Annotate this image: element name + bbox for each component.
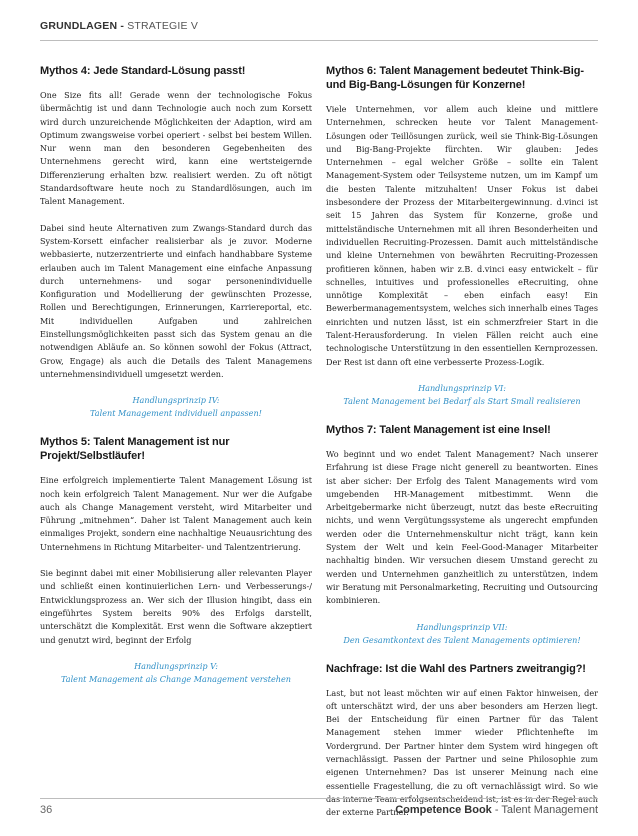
- footer-book-title: Competence Book: [395, 804, 492, 816]
- principle-vi-title: Handlungsprinzip VI:: [418, 382, 506, 393]
- footer-book-subtitle: - Talent Management: [494, 804, 598, 816]
- principle-vii: [326, 621, 598, 647]
- mythos-5-paragraph-1: Eine erfolgreich implementierte Talent Management Lösung ist noch kein erfolgreich Talent Management. Nur wer die Aufgabe auch als Change Management versteht, wird Mitarbeiter und Führung „mitnehmen“. Daher ist Talent Management auch kein einmaliges Projekt, sondern eine nachhaltige Neuausrichtung des Unternehmens in Richtung Mitarbeiter- und Talentzentrierung.: [40, 475, 312, 552]
- page-number: 36: [40, 804, 53, 816]
- left-column: [40, 64, 312, 701]
- principle-iv-title: Handlungsprinzip IV:: [132, 395, 220, 406]
- mythos-5-heading: Mythos 5: Talent Management ist nur Projekt/Selbstläufer!: [40, 436, 230, 463]
- nachfrage-heading: Nachfrage: Ist die Wahl des Partners zweitrangig?!: [326, 662, 586, 675]
- principle-v-text: Talent Management als Change Management verstehen: [60, 673, 292, 684]
- mythos-5-paragraph-2: Sie beginnt dabei mit einer Mobilisierung aller relevanten Player und schließt einen kontinuierlichen Lern- und Verbesserungs-/ Entwicklungsprozess an. Wer sich der Illusion hingibt, dass ein eingeführtes System bereits 90% des Erfolgs darstellt, unterschätzt die Komplexität. Erst wenn die Software akzeptiert und genutzt wird, beginnt der Erfolg: [40, 568, 312, 645]
- header-rule: [40, 40, 598, 41]
- running-footer: [395, 804, 598, 816]
- principle-vii-title: Handlungsprinzip VII:: [416, 621, 508, 632]
- principle-vii-text: Den Gesamtkontext des Talent Managements optimieren!: [343, 634, 581, 645]
- header-subsection: STRATEGIE V: [127, 20, 199, 32]
- mythos-6-paragraph-1: Viele Unternehmen, vor allem auch kleine und mittlere Unternehmen, schrecken heute vor Talent Management-Lösungen oder Teillösungen zurück, weil sie Think-Big-Lösungen und Big-Bang-Projekte fürchten. Wir glauben: Jedes Unternehmen – egal welcher Größe – sollte ein Talent Management-System oder Teilsysteme nutzen, um im Kampf um die besten Talente mitzuhalten! Unser Fokus ist dabei insbesondere der Prozess der Mitarbeitergewinnung. d.vinci ist seit 15 Jahren das System für Konzerne, große und mittelständische Unternehmen mit all ihren Besonderheiten und individuellen Recruiting-Prozessen. Damit auch mittelständische und kleine Unternehmen von bewährten Recruiting-Prozessen profitieren können, haben wir z.B. d.vinci easy entwickelt – für schnelles, intuitives und professionelles eRecruiting, ohne unnötige Komplexität – eben einfach easy! Ein Bewerbermanagementsystem, welches sich innerhalb eines Tages einrichten und nutzen lässt, ist ein schmerzfreier Start in die Talent-Herausforderung. In vielen Fällen reicht auch eine technologische Unterstützung in den essentiellen Kernprozessen. Der Rest ist dann oft eine verbesserte Prozess-Logik.: [326, 104, 598, 367]
- right-column: [326, 64, 598, 832]
- mythos-7-paragraph-1: Wo beginnt und wo endet Talent Management? Nach unserer Erfahrung ist diese Frage nicht generell zu beantworten. Eines ist aber sicher: Der Erfolg des Talent Managements wird vom umgebenden HR-Management mitbestimmt. Wenn die Arbeitgebermarke nicht überzeugt, nutzt das beste eRecruiting nichts, und wenn Vergütungssysteme als ungerecht empfunden werden oder die Unternehmenskultur nicht trägt, kann kein System der Welt und kein Feel-Good-Manager Mitarbeiter nachhaltig binden. Wir versuchen diesem Umstand gerecht zu werden und Unternehmen ganzheitlich zu unterstützen, indem wir Beratung mit Personalmarketing, Recruiting und Outsourcing kombinieren.: [326, 448, 598, 606]
- header-section: GRUNDLAGEN -: [40, 20, 125, 32]
- principle-v-title: Handlungsprinzip V:: [134, 660, 218, 671]
- running-header: [40, 20, 198, 32]
- principle-vi: [326, 382, 598, 408]
- nachfrage-paragraph-1: Last, but not least möchten wir auf einen Faktor hinweisen, der oft unterschätzt wird, der uns aber besonders am Herzen liegt. Bei der Entscheidung für einen Partner für das Talent Management stehen immer wieder Pflichtenhefte im Vordergrund. Der Partner hinter dem System wird hingegen oft vernachlässigt. Passen der Partner und seine Philosophie zum eigenen Unternehmen? Das ist unserer Meinung nach eine essentielle Fragestellung, die zu oft vernachlässigt wird. So wie das interne Team erfolgsentscheidend ist, ist es in der Regel auch der externe Partner.: [326, 687, 598, 818]
- mythos-6-heading: Mythos 6: Talent Management bedeutet Think-Big- und Big-Bang-Lösungen für Konzerne!: [326, 65, 584, 91]
- mythos-4-paragraph-2: Dabei sind heute Alternativen zum Zwangs-Standard durch das System-Korsett einfacher realisierbar als je zuvor. Moderne webbasierte, nutzerzentrierte und einfach handhabbare Systeme erlauben auch im Talent Management eine einfache Anpassung durch unternehmens- und sogar personenindividuelle Konfiguration und Modellierung der gewünschten Prozesse, Rollen und Berechtigungen, Erinnerungen, Karriereportal, etc. Mit individuellen Aufgaben und zahlreichen Einstellungsmöglichkeiten passt sich das System genau an die notwendigen Abläufe an. So können sowohl der Fokus (Attract, Grow, Engage) als auch die Details des Talent Managemens unternehmensindividuell umgesetzt werden.: [40, 222, 312, 379]
- mythos-7-heading: Mythos 7: Talent Management ist eine Insel!: [326, 423, 551, 436]
- principle-iv: [40, 394, 312, 420]
- footer-rule: [40, 798, 598, 799]
- mythos-4-heading: Mythos 4: Jede Standard-Lösung passt!: [40, 65, 246, 77]
- mythos-4-paragraph-1: One Size fits all! Gerade wenn der technologische Fokus übermächtig ist und dann Technologie auch noch zum Korsett wird durch unzureichende Möglichkeiten der Adaption, wird am Optimum zwangsweise vorbei operiert - selbst bei bestem Willen. Nur wenn man den besonderen Gegebenheiten des Unternehmens gerecht wird, kann eine wertsteigernde Differenzierung erhalten bzw. realisiert werden. Zu oft nötigt Standardsoftware heute noch zu Standardlösungen, auch im Talent Management.: [40, 90, 312, 207]
- principle-vi-text: Talent Management bei Bedarf als Start Small realisieren: [343, 395, 581, 406]
- principle-iv-text: Talent Management individuell anpassen!: [90, 408, 262, 419]
- principle-v: [40, 660, 312, 686]
